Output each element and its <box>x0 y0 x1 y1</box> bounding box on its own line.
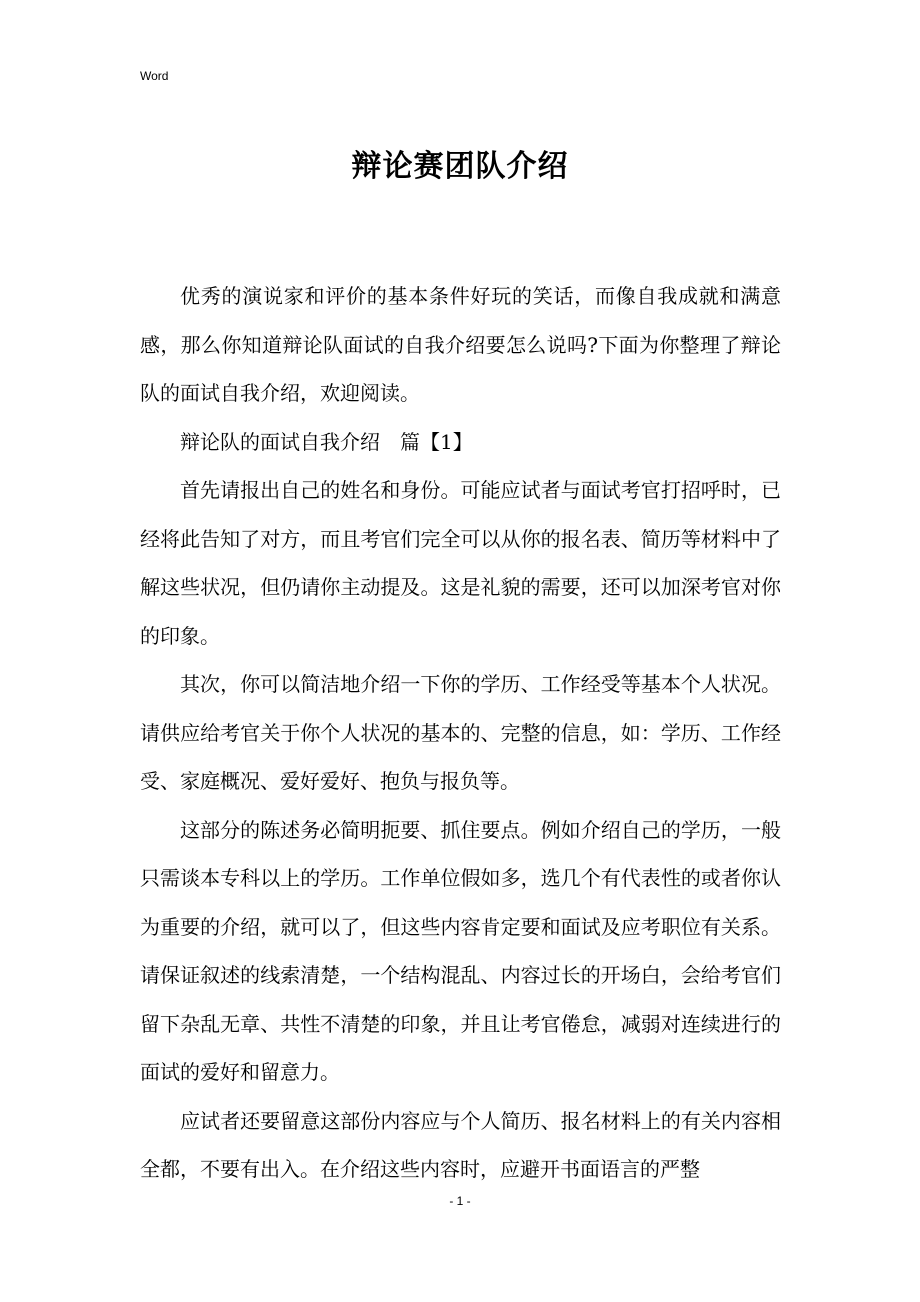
paragraph-intro: 优秀的演说家和评价的基本条件好玩的笑话，而像自我成就和满意感，那么你知道辩论队面试的自我介绍要怎么说吗?下面为你整理了辩论队的面试自我介绍，欢迎阅读。 <box>140 284 781 405</box>
document-title: 辩论赛团队介绍 <box>351 149 569 184</box>
paragraph-concise: 这部分的陈述务必简明扼要、抓住要点。例如介绍自己的学历，一般只需谈本专科以上的学历。工作单位假如多，选几个有代表性的或者你认为重要的介绍，就可以了，但这些内容肯定要和面试及应考职位有关系。请保证叙述的线索清楚，一个结构混乱、内容过长的开场白，会给考官们留下杂乱无章、共性不清楚的印象，并且让考官倦怠，减弱对连续进行的面试的爱好和留意力。 <box>140 817 781 1084</box>
header-label: Word <box>140 69 169 83</box>
paragraph-consistency: 应试者还要留意这部份内容应与个人简历、报名材料上的有关内容相全都，不要有出入。在介绍这些内容时，应避开书面语言的严整 <box>140 1108 781 1181</box>
paragraph-name-identity: 首先请报出自己的姓名和身份。可能应试者与面试考官打招呼时，已经将此告知了对方，而且考官们完全可以从你的报名表、简历等材料中了解这些状况，但仍请你主动提及。这是礼貌的需要，还可以加深考官对你的印象。 <box>140 478 781 648</box>
page-number: - 1 - <box>449 1194 471 1208</box>
section-heading: 辩论队的面试自我介绍 篇【1】 <box>180 429 473 454</box>
document-body <box>140 272 781 1194</box>
paragraph-background: 其次，你可以简洁地介绍一下你的学历、工作经受等基本个人状况。请供应给考官关于你个人状况的基本的、完整的信息，如：学历、工作经受、家庭概况、爱好爱好、抱负与报负等。 <box>140 672 781 793</box>
